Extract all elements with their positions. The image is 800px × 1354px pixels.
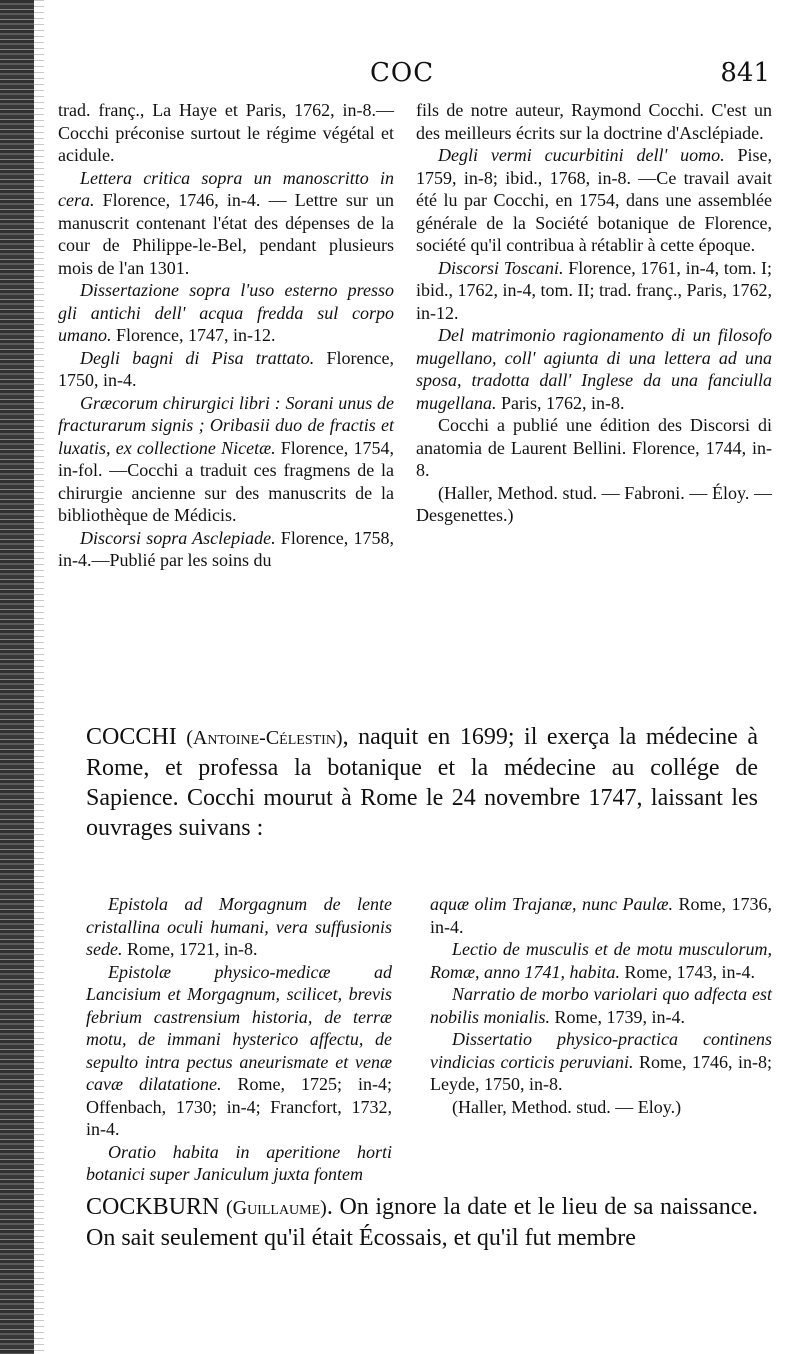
paragraph: (Haller, Method. stud. — Fabroni. — Éloy. — Desgenettes.) [416,482,772,525]
headword: COCKBURN [86,1194,220,1220]
paragraph: Cocchi a publié une édition des Discorsi di anatomia de Laurent Bellini. Florence, 1744, in-8. [416,415,772,480]
page-header [40,58,770,94]
entry-text: . On ignore la date et le lieu de sa naissance. On sait seulement qu'il était Écossais, et qu'il fut membre [86,1194,759,1251]
paragraph: Degli vermi cucurbitini dell' uomo. Pise, 1759, in-8; ibid., 1768, in-8. —Ce travail avait été lu par Cocchi, en 1754, dans une assemblée générale de la Société botanique de Florence, société qu'il contribua à rétablir à cette époque. [416,145,772,255]
book-binding-edge [0,0,34,1354]
paragraph: Græcorum chirurgici libri : Sorani unus de fracturarum signis ; Oribasii duo de fractis et luxatis, ex collectione Nicetæ. Florence, 1754, in-fol. —Cocchi a traduit ces fragmens de la chirurgie ancienne sur des manuscrits de la bibliothèque de Médicis. [58,392,394,525]
paragraph: Del matrimonio ragionamento di un filosofo mugellano, coll' agiunta di una lettera ad una sposa, tradotta dall' Inglese da una fanciulla mugellana. Paris, 1762, in-8. [416,325,772,413]
paragraph: Epistolæ physico-medicæ ad Lancisium et Morgagnum, scilicet, brevis febrium castrensium historia, de terræ motu, de immani hysterico affectu, de sepulto intra pectus aneurismate et venæ cavæ dilatatione. Rome, 1725; in-4; Offenbach, 1730; in-4; Francfort, 1732, in-4. [86,961,392,1139]
paragraph: aquæ olim Trajanæ, nunc Paulæ. Rome, 1736, in-4. [430,894,773,937]
top-right-column [416,99,772,527]
paragraph: Discorsi Toscani. Florence, 1761, in-4, tom. I; ibid., 1762, in-4, tom. II; trad. franç., Paris, 1762, in-12. [416,257,773,323]
forenames: (Antoine-Célestin) [186,727,343,749]
entry-text: , naquit en 1699; il exerça la médecine à Rome, et professa la botanique et la médecine au collége de Sapience. Cocchi mourut à Rome le 24 novembre 1747, laissant les ouvrages suivans : [86,724,758,841]
headword: COCCHI [86,724,177,750]
paragraph: Discorsi sopra Asclepiade. Florence, 1758, in-4.—Publié par les soins du [58,527,394,570]
paragraph: Degli bagni di Pisa trattato. Florence, 1750, in-4. [58,347,394,390]
paragraph: Oratio habita in aperitione horti botanici super Janiculum juxta fontem [86,1141,392,1184]
entry-cockburn [86,1192,758,1253]
paragraph: (Haller, Method. stud. — Eloy.) [452,1096,682,1117]
paragraph: Dissertazione sopra l'uso esterno presso gli antichi dell' acqua fredda sul corpo umano. Florence, 1747, in-12. [58,280,394,345]
bottom-right-column [430,893,772,1118]
top-left-column [58,99,394,572]
forenames: (Guillaume) [225,1197,327,1219]
page-number: 841 [720,58,770,88]
paragraph: Dissertatio physico-practica continens vindicias corticis peruviani. Rome, 1746, in-8; Leyde, 1750, in-8. [430,1029,772,1094]
paragraph: Lectio de musculis et de motu musculorum, Romæ, anno 1741, habita. Rome, 1743, in-4. [430,939,772,982]
paragraph: fils de notre auteur, Raymond Cocchi. C'est un des meilleurs écrits sur la doctrine d'Asclépiade. [416,100,772,143]
paragraph: Narratio de morbo variolari quo adfecta est nobilis monialis. Rome, 1739, in-4. [430,984,772,1027]
paragraph: Lettera critica sopra un manoscritto in cera. Florence, 1746, in-4. — Lettre sur un manuscrit contenant l'état des dépenses de la cour de Philippe-le-Bel, pendant plusieurs mois de l'an 1301. [58,167,394,278]
running-head: COC [370,58,435,88]
entry-cocchi [86,722,758,843]
paragraph: Epistola ad Morgagnum de lente cristallina oculi humani, vera suffusionis sede. Rome, 1721, in-8. [86,894,392,959]
bottom-left-column [86,893,392,1186]
paragraph: trad. franç., La Haye et Paris, 1762, in-8.—Cocchi préconise surtout le régime végétal et acidule. [58,100,394,165]
